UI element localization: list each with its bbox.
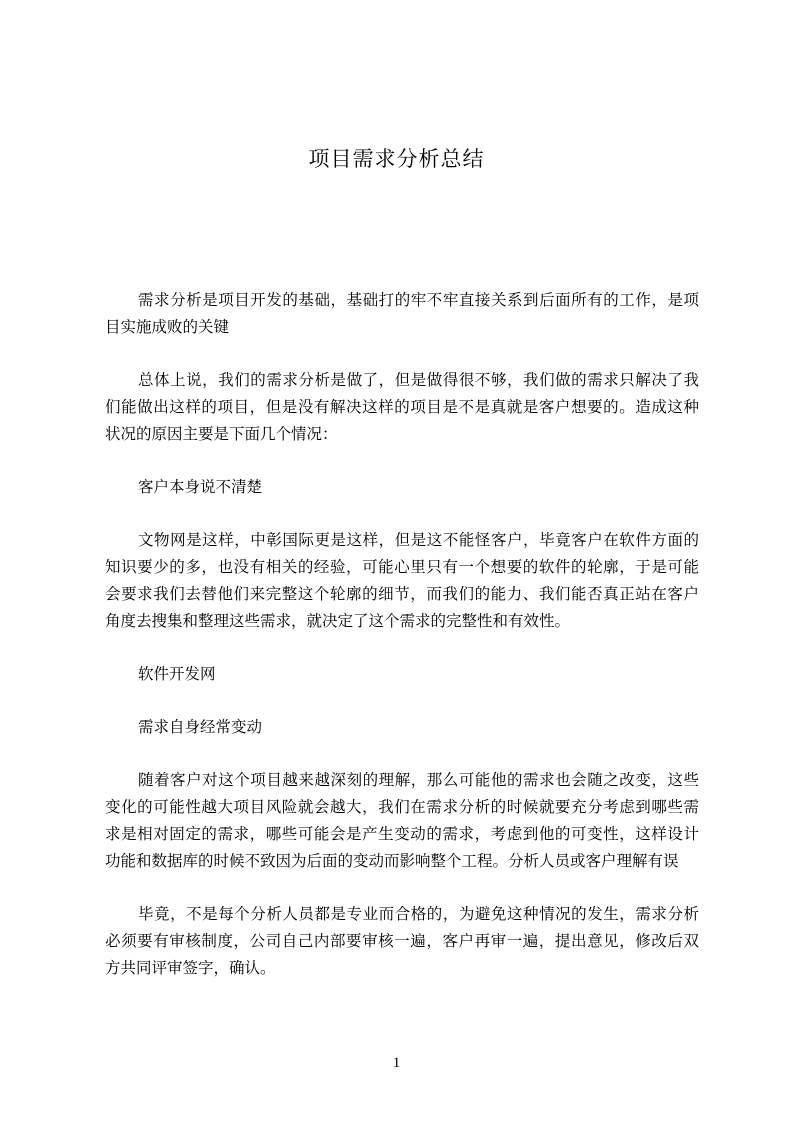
paragraph-line: 功能和数据库的时候不致因为后面的变动而影响整个工程。分析人员或客户理解有误	[105, 852, 679, 870]
paragraph-line: 方共同评审签字，确认。	[105, 959, 276, 977]
paragraph-line: 会要求我们去替他们来完整这个轮廓的细节，而我们的能力、我们能否真正站在客户	[105, 585, 699, 603]
paragraph	[105, 367, 699, 448]
paragraph-line: 状况的原因主要是下面几个情况：	[105, 425, 338, 443]
paragraph-line: 知识要少的多，也没有相关的经验，可能心里只有一个想要的软件的轮廓，于是可能	[105, 558, 699, 576]
paragraph-line: 需求自身经常变动	[138, 718, 263, 736]
paragraph	[105, 474, 699, 501]
paragraph	[105, 901, 699, 982]
paragraph-line: 客户本身说不清楚	[138, 478, 263, 496]
paragraph-line: 目实施成败的关键	[105, 318, 230, 336]
paragraph	[105, 527, 699, 635]
paragraph-line: 总体上说，我们的需求分析是做了，但是做得很不够，我们做的需求只解决了我	[138, 371, 699, 389]
paragraph-line: 需求分析是项目开发的基础，基础打的牢不牢直接关系到后面所有的工作，是项	[138, 291, 699, 309]
paragraph-line: 毕竟，不是每个分析人员都是专业而合格的，为避免这种情况的发生，需求分析	[138, 905, 699, 923]
paragraph-line: 文物网是这样，中彰国际更是这样，但是这不能怪客户，毕竟客户在软件方面的	[138, 531, 699, 549]
page-number: 1	[392, 1055, 401, 1071]
paragraph-line: 软件开发网	[138, 665, 216, 683]
paragraph	[105, 767, 699, 875]
paragraph-line: 必须要有审核制度，公司自己内部要审核一遍，客户再审一遍，提出意见，修改后双	[105, 932, 699, 950]
paragraph-line: 随着客户对这个项目越来越深刻的理解，那么可能他的需求也会随之改变，这些	[138, 771, 699, 789]
paragraph-line: 求是相对固定的需求，哪些可能会是产生变动的需求，考虑到他的可变性，这样设计	[105, 825, 699, 843]
paragraph	[105, 287, 699, 341]
document-body	[105, 287, 699, 1008]
document-title: 项目需求分析总结	[308, 147, 485, 171]
paragraph	[105, 714, 699, 741]
paragraph	[105, 661, 699, 688]
paragraph-line: 变化的可能性越大项目风险就会越大，我们在需求分析的时候就要充分考虑到哪些需	[105, 798, 699, 816]
paragraph-line: 角度去搜集和整理这些需求，就决定了这个需求的完整性和有效性。	[105, 612, 571, 630]
paragraph-line: 们能做出这样的项目，但是没有解决这样的项目是不是真就是客户想要的。造成这种	[105, 398, 699, 416]
